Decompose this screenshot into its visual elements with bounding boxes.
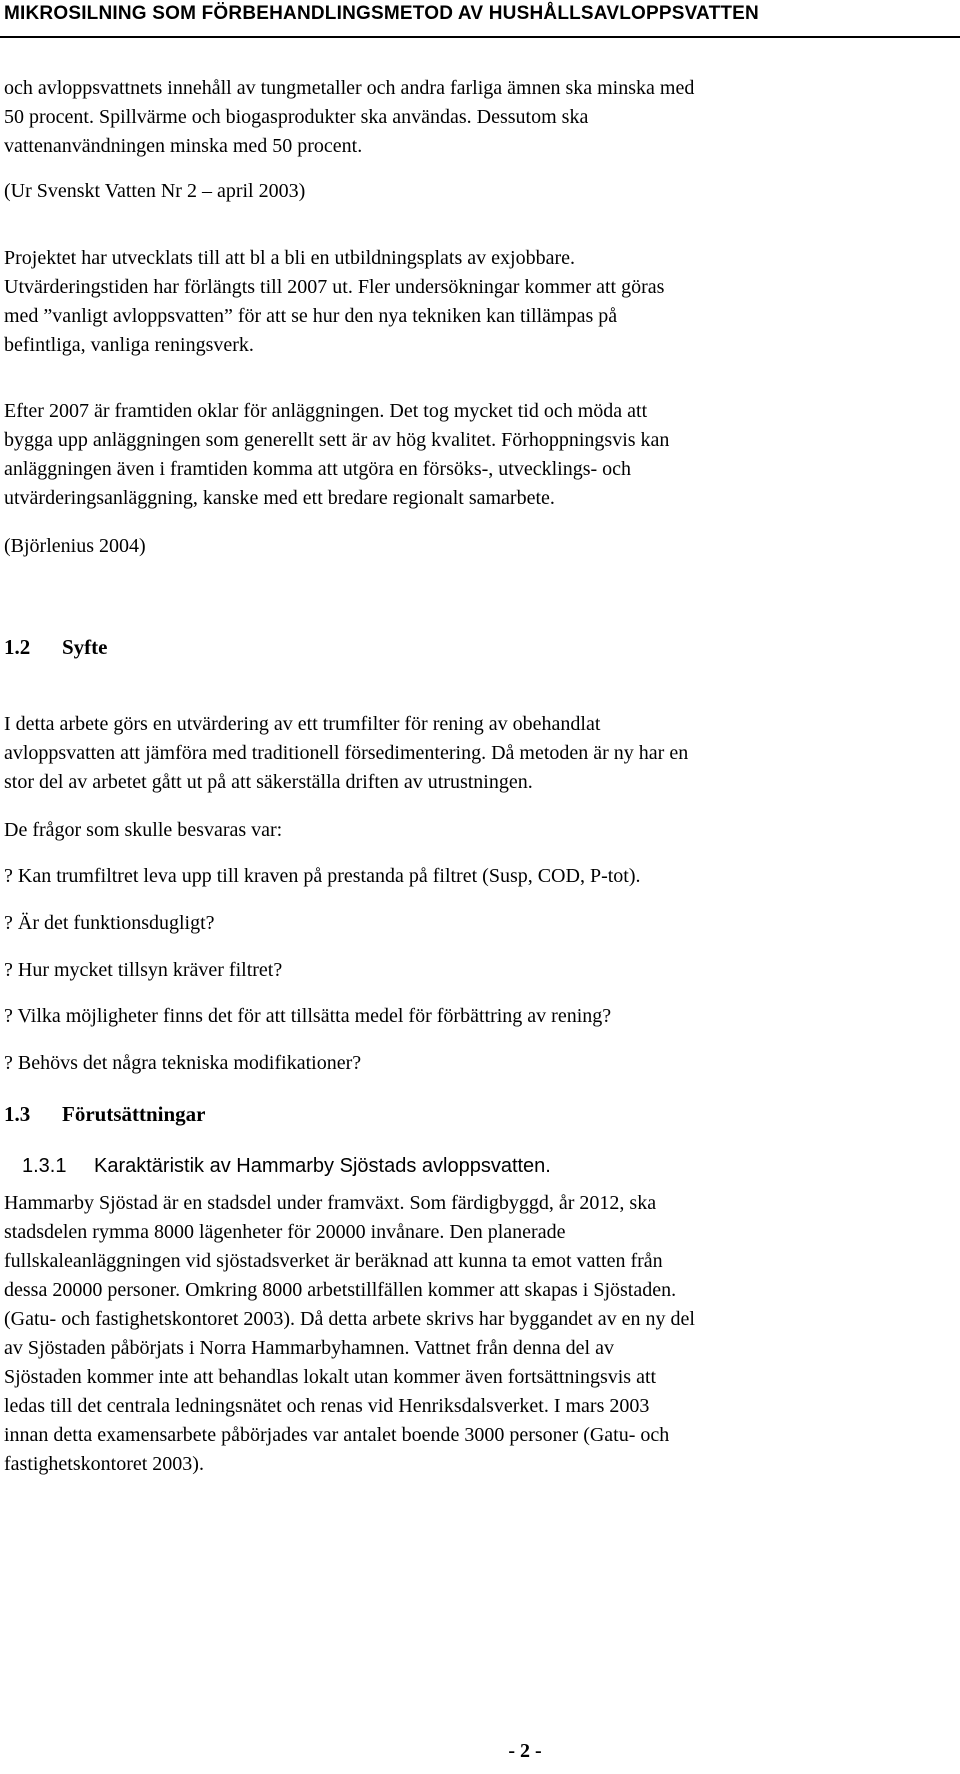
paragraph-line: befintliga, vanliga reningsverk. [4,334,254,356]
future-citation: (Björlenius 2004) [4,535,146,557]
paragraph-line: fastighetskontoret 2003). [4,1453,204,1475]
question-item: ? Är det funktionsdugligt? [4,912,215,934]
section-number: 1.3 [4,1102,31,1126]
paragraph-line: 50 procent. Spillvärme och biogasprodukter ska användas. Dessutom ska [4,106,589,128]
section-number: 1.2 [4,635,31,659]
future-paragraph [4,397,954,513]
section-title: Förutsättningar [62,1102,206,1126]
paragraph-line: Sjöstaden kommer inte att behandlas lokalt utan kommer även fortsättningsvis att [4,1366,657,1388]
section-heading-1-3 [4,1102,206,1127]
paragraph-line: Utvärderingstiden har förlängts till 2007 ut. Fler undersökningar kommer att göras [4,276,665,298]
paragraph-line: Hammarby Sjöstad är en stadsdel under framväxt. Som färdigbyggd, år 2012, ska [4,1192,657,1214]
purpose-paragraph [4,710,954,797]
paragraph-line: anläggningen även i framtiden komma att utgöra en försöks-, utvecklings- och [4,458,632,480]
paragraph-line: av Sjöstaden påbörjats i Norra Hammarbyhamnen. Vattnet från denna del av [4,1337,614,1359]
paragraph-line: fullskaleanläggningen vid sjöstadsverket är beräknad att kunna ta emot vatten från [4,1250,663,1272]
question-item: ? Kan trumfiltret leva upp till kraven på prestanda på filtret (Susp, COD, P-tot). [4,865,641,887]
paragraph-line: vattenanvändningen minska med 50 procent. [4,135,363,157]
page-number: - 2 - [508,1740,542,1762]
questions-intro: De frågor som skulle besvaras var: [4,819,283,841]
paragraph-line: Projektet har utvecklats till att bl a bli en utbildningsplats av exjobbare. [4,247,575,269]
intro-citation: (Ur Svenskt Vatten Nr 2 – april 2003) [4,180,306,202]
running-header: MIKROSILNING SOM FÖRBEHANDLINGSMETOD AV HUSHÅLLSAVLOPPSVATTEN [4,3,759,24]
section-heading-1-3-1 [22,1155,551,1178]
paragraph-line: bygga upp anläggningen som generellt sett är av hög kvalitet. Förhoppningsvis kan [4,429,670,451]
question-item: ? Vilka möjligheter finns det för att tillsätta medel för förbättring av rening? [4,1005,612,1027]
paragraph-line: och avloppsvattnets innehåll av tungmetaller och andra farliga ämnen ska minska med [4,77,695,99]
section-title: Karaktäristik av Hammarby Sjöstads avloppsvatten. [94,1155,551,1177]
section-title: Syfte [62,635,108,659]
paragraph-line: med ”vanligt avloppsvatten” för att se hur den nya tekniken kan tillämpas på [4,305,618,327]
question-item: ? Hur mycket tillsyn kräver filtret? [4,959,283,981]
project-paragraph [4,244,954,360]
paragraph-line: stadsdelen rymma 8000 lägenheter för 20000 invånare. Den planerade [4,1221,566,1243]
paragraph-line: utvärderingsanläggning, kanske med ett bredare regionalt samarbete. [4,487,555,509]
paragraph-line: (Gatu- och fastighetskontoret 2003). Då detta arbete skrivs har byggandet av en ny del [4,1308,695,1330]
paragraph-line: innan detta examensarbete påbörjades var antalet boende 3000 personer (Gatu- och [4,1424,670,1446]
paragraph-line: avloppsvatten att jämföra med traditionell försedimentering. Då metoden är ny har en [4,742,689,764]
section-number: 1.3.1 [22,1155,67,1177]
question-item: ? Behövs det några tekniska modifikationer? [4,1052,362,1074]
header-divider [0,36,960,38]
intro-paragraph [4,74,954,161]
paragraph-line: Efter 2007 är framtiden oklar för anläggningen. Det tog mycket tid och möda att [4,400,648,422]
paragraph-line: ledas till det centrala ledningsnätet och renas vid Henriksdalsverket. I mars 2003 [4,1395,650,1417]
characteristics-paragraph [4,1189,954,1479]
paragraph-line: stor del av arbetet gått ut på att säkerställa driften av utrustningen. [4,771,533,793]
paragraph-line: dessa 20000 personer. Omkring 8000 arbetstillfällen kommer att skapas i Sjöstaden. [4,1279,677,1301]
paragraph-line: I detta arbete görs en utvärdering av ett trumfilter för rening av obehandlat [4,713,601,735]
section-heading-1-2 [4,635,108,660]
